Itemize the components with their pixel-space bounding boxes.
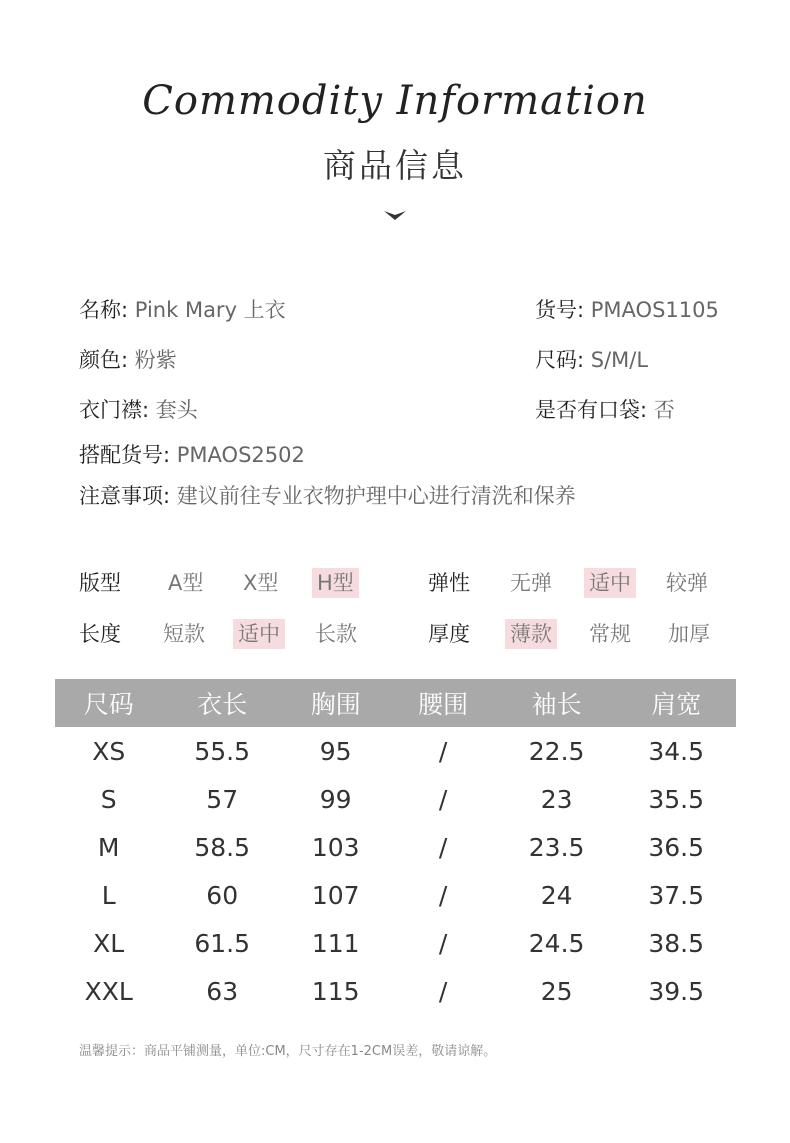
info-value: PMAOS2502 [176,443,305,467]
attr-length-option: 短款 [163,622,205,646]
attr-fit-label: 版型 [79,571,121,595]
table-cell: 111 [311,928,360,958]
table-row [55,871,736,919]
attr-elasticity-option: 较弹 [666,571,708,595]
title-chinese: 商品信息 [323,146,467,185]
attr-fit-option: A型 [168,571,204,595]
attr-length-option-selected: 适中 [233,619,285,649]
table-cell: 22.5 [528,736,585,766]
table-cell: / [438,832,448,862]
table-cell: 38.5 [648,928,705,958]
table-cell: 36.5 [648,832,705,862]
table-cell: / [438,784,448,814]
table-cell: 24 [540,880,573,910]
table-cell: 24.5 [528,928,585,958]
table-cell: / [438,976,448,1006]
table-cell: 37.5 [648,880,705,910]
table-cell: / [438,928,448,958]
attr-elasticity-option: 无弹 [510,571,552,595]
table-row [55,823,736,871]
measurement-note: 温馨提示：商品平铺测量，单位:CM，尺寸存在1-2CM误差，敬请谅解。 [79,1044,497,1059]
table-header-row [55,679,736,727]
table-row [55,727,736,775]
attr-elasticity-label: 弹性 [428,571,470,595]
column-header: 胸围 [282,679,389,727]
attr-length-label: 长度 [79,622,121,646]
attr-elasticity-option-selected: 适中 [584,568,636,598]
chevron-down-icon [383,208,407,222]
info-label: 名称: [79,298,129,322]
table-cell: 39.5 [648,976,705,1006]
info-value: S/M/L [590,348,649,372]
table-cell: 63 [206,976,239,1006]
attr-thickness-label: 厚度 [428,622,470,646]
table-cell: 57 [206,784,239,814]
table-cell: XL [93,928,125,958]
attr-fit-option: X型 [243,571,279,595]
info-care [79,480,576,510]
info-placket [79,394,198,424]
table-cell: S [100,784,117,814]
attr-fit-option-selected: H型 [312,568,359,598]
info-value: 套头 [155,398,198,422]
info-match-no [79,439,305,469]
info-label: 货号: [535,298,585,322]
table-cell: 61.5 [194,928,251,958]
info-label: 衣门襟: [79,398,150,422]
info-item-no [535,294,719,324]
info-size [535,344,648,374]
attribute-row-1 [0,568,790,602]
size-table [55,679,736,1015]
table-row [55,967,736,1015]
table-cell: 55.5 [194,736,251,766]
info-label: 注意事项: [79,484,171,508]
info-value: PMAOS1105 [590,298,719,322]
table-cell: 103 [311,832,360,862]
table-cell: / [438,736,448,766]
table-cell: 58.5 [194,832,251,862]
table-cell: 35.5 [648,784,705,814]
info-value: 否 [653,398,675,422]
table-cell: XS [92,736,126,766]
table-cell: 107 [311,880,360,910]
table-cell: 25 [540,976,573,1006]
column-header: 袖长 [497,679,617,727]
table-cell: / [438,880,448,910]
title-english: Commodity Information [142,78,648,124]
attribute-row-2 [0,619,790,653]
column-header: 肩宽 [616,679,736,727]
info-label: 是否有口袋: [535,398,648,422]
table-cell: 60 [206,880,239,910]
column-header: 尺码 [55,679,162,727]
table-cell: 99 [319,784,352,814]
table-cell: 95 [319,736,352,766]
table-cell: 34.5 [648,736,705,766]
table-cell: M [97,832,120,862]
info-value: Pink Mary 上衣 [134,298,286,322]
table-cell: 23 [540,784,573,814]
table-cell: XXL [84,976,133,1006]
table-cell: 115 [311,976,360,1006]
table-cell: 23.5 [528,832,585,862]
column-header: 腰围 [389,679,496,727]
info-name [79,294,286,324]
attr-thickness-option-selected: 薄款 [505,619,557,649]
info-value: 粉紫 [134,348,177,372]
column-header: 衣长 [162,679,282,727]
attr-thickness-option: 常规 [589,622,631,646]
info-color [79,344,177,374]
info-value: 建议前往专业衣物护理中心进行清洗和保养 [176,484,576,508]
table-cell: L [101,880,116,910]
table-row [55,919,736,967]
attr-length-option: 长款 [315,622,357,646]
info-pocket [535,394,675,424]
attr-thickness-option: 加厚 [668,622,710,646]
table-row [55,775,736,823]
info-label: 颜色: [79,348,129,372]
info-label: 搭配货号: [79,443,171,467]
info-label: 尺码: [535,348,585,372]
